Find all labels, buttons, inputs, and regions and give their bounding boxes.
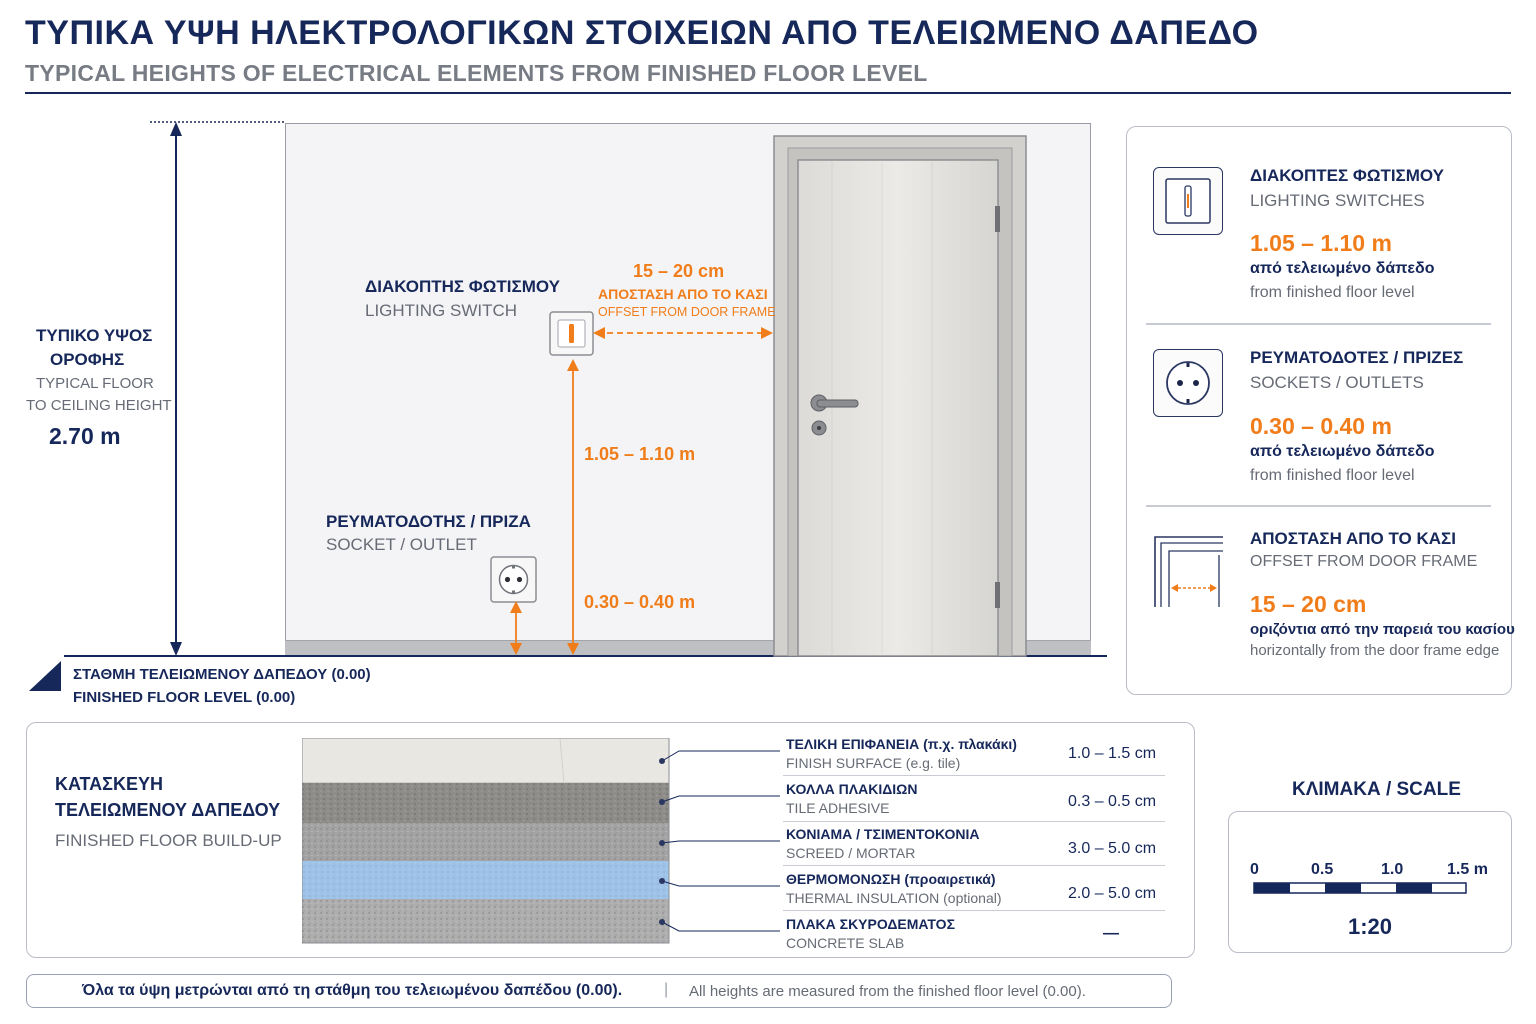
scale-tick-1: 0.5: [1311, 861, 1334, 878]
layer-1-name-gr: ΤΕΛΙΚΗ ΕΠΙΦΑΝΕΙΑ (π.χ. πλακάκι): [786, 736, 1017, 752]
layer-1-thickness: 1.0 – 1.5 cm: [1068, 745, 1157, 762]
ceiling-label-en-2: TO CEILING HEIGHT: [26, 397, 172, 414]
legend-3-title-gr: ΑΠΟΣΤΑΣΗ ΑΠΟ ΤΟ ΚΑΣΙ: [1250, 529, 1456, 548]
layer-4-name-gr: ΘΕΡΜΟΜΟΝΩΣΗ (προαιρετικά): [786, 871, 996, 887]
switch-label-en: LIGHTING SWITCH: [365, 301, 518, 320]
legend-divider: [1146, 323, 1491, 325]
layer-row-divider: [783, 910, 1165, 911]
layer-3-name-en: SCREED / MORTAR: [786, 845, 916, 861]
legend-2-desc-gr: από τελειωμένο δάπεδο: [1250, 443, 1435, 460]
layer-2-thickness: 0.3 – 0.5 cm: [1068, 793, 1157, 810]
floor-section-drawing: [302, 738, 670, 944]
switch-label-gr: ΔΙΑΚΟΠΤΗΣ ΦΩΤΙΣΜΟΥ: [365, 277, 560, 296]
ceiling-label-en-1: TYPICAL FLOOR: [36, 375, 154, 392]
ceiling-label-gr-1: ΤΥΠΙΚΟ ΥΨΟΣ: [36, 326, 153, 345]
layer-1-name-en: FINISH SURFACE (e.g. tile): [786, 755, 961, 771]
legend-1-desc-gr: από τελειωμένο δάπεδο: [1250, 260, 1435, 277]
ceiling-height-value: 2.70 m: [49, 423, 121, 449]
layer-4-thickness: 2.0 – 5.0 cm: [1068, 885, 1157, 902]
layer-row-divider: [783, 775, 1165, 776]
layer-3-name-gr: ΚΟΝΙΑΜΑ / ΤΣΙΜΕΝΤΟΚΟΝΙΑ: [786, 826, 980, 842]
legend-2-desc-en: from finished floor level: [1250, 467, 1415, 484]
socket-label-en: SOCKET / OUTLET: [326, 535, 477, 554]
legend-3-desc-gr: οριζόντια από την παρειά του κασίου: [1250, 621, 1515, 638]
ceiling-label-gr-2: ΟΡΟΦΗΣ: [50, 350, 125, 369]
socket-label-gr: ΡΕΥΜΑΤΟΔΟΤΗΣ / ΠΡΙΖΑ: [326, 512, 531, 531]
legend-1-title-gr: ΔΙΑΚΟΠΤΕΣ ΦΩΤΙΣΜΟΥ: [1250, 166, 1445, 185]
layer-2-name-gr: ΚΟΛΛΑ ΠΛΑΚΙΔΙΩΝ: [786, 781, 918, 797]
note-text-gr: Όλα τα ύψη μετρώνται από τη στάθμη του τελειωμένου δαπέδου (0.00).: [82, 982, 623, 999]
level-marker-icon: [27, 659, 67, 693]
legend-2-title-en: SOCKETS / OUTLETS: [1250, 373, 1424, 392]
door: [772, 134, 1028, 658]
legend-2-value: 0.30 – 0.40 m: [1250, 413, 1392, 439]
scale-tick-2: 1.0: [1381, 861, 1404, 878]
offset-label-en: OFFSET FROM DOOR FRAME: [598, 305, 776, 319]
legend-door-frame-offset-icon: [1151, 533, 1227, 609]
socket-height-value: 0.30 – 0.40 m: [584, 592, 696, 612]
legend-3-title-en: OFFSET FROM DOOR FRAME: [1250, 553, 1478, 570]
layer-5-name-gr: ΠΛΑΚΑ ΣΚΥΡΟΔΕΜΑΤΟΣ: [786, 916, 955, 932]
layer-3-thickness: 3.0 – 5.0 cm: [1068, 840, 1157, 857]
scale-title: ΚΛΙΜΑΚΑ / SCALE: [1292, 779, 1461, 800]
layer-4-name-en: THERMAL INSULATION (optional): [786, 890, 1002, 906]
scale-bar: [1253, 882, 1469, 896]
legend-1-value: 1.05 – 1.10 m: [1250, 230, 1392, 256]
page-title: ΤΥΠΙΚΑ ΥΨΗ ΗΛΕΚΤΡΟΛΟΓΙΚΩΝ ΣΤΟΙΧΕΙΩΝ ΑΠΟ ΤΕΛΕΙΩΜΕΝΟ ΔΑΠΕΔΟ: [25, 14, 1259, 52]
scale-tick-0: 0: [1250, 861, 1259, 878]
legend-1-desc-en: from finished floor level: [1250, 284, 1415, 301]
ceiling-height-dimension: [140, 118, 300, 663]
ffl-label-en: FINISHED FLOOR LEVEL (0.00): [73, 689, 296, 706]
buildup-title-en: FINISHED FLOOR BUILD-UP: [55, 831, 282, 850]
note-separator: |: [664, 981, 669, 998]
offset-dimension-value: 15 – 20 cm: [633, 261, 725, 281]
legend-2-title-gr: ΡΕΥΜΑΤΟΔΟΤΕΣ / ΠΡΙΖΕΣ: [1250, 348, 1464, 367]
ffl-label-gr: ΣΤΑΘΜΗ ΤΕΛΕΙΩΜΕΝΟΥ ΔΑΠΕΔΟΥ (0.00): [73, 666, 371, 683]
layer-5-name-en: CONCRETE SLAB: [786, 935, 905, 951]
scale-tick-3: 1.5 m: [1447, 861, 1488, 878]
switch-height-value: 1.05 – 1.10 m: [584, 444, 696, 464]
layer-5-thickness: —: [1103, 925, 1119, 942]
header-divider: [25, 92, 1511, 94]
legend-socket-icon: [1153, 349, 1223, 417]
scale-ratio: 1:20: [1348, 914, 1393, 939]
legend-3-value: 15 – 20 cm: [1250, 591, 1367, 617]
buildup-title-gr-1: ΚΑΤΑΣΚΕΥΗ: [55, 774, 163, 794]
layer-row-divider: [783, 821, 1165, 822]
legend-divider: [1146, 505, 1491, 507]
note-text-en: All heights are measured from the finished floor level (0.00).: [689, 983, 1086, 1000]
layer-finish-swatch: [302, 738, 669, 783]
legend-3-desc-en: horizontally from the door frame edge: [1250, 642, 1500, 659]
layer-leader-lines: [655, 740, 790, 940]
legend-1-title-en: LIGHTING SWITCHES: [1250, 191, 1425, 210]
legend-light-switch-icon: [1153, 167, 1223, 235]
buildup-title-gr-2: ΤΕΛΕΙΩΜΕΝΟΥ ΔΑΠΕΔΟΥ: [55, 800, 281, 820]
layer-row-divider: [783, 865, 1165, 866]
page-subtitle: TYPICAL HEIGHTS OF ELECTRICAL ELEMENTS FROM FINISHED FLOOR LEVEL: [25, 60, 928, 86]
layer-2-name-en: TILE ADHESIVE: [786, 800, 890, 816]
offset-label-gr: ΑΠΟΣΤΑΣΗ ΑΠΟ ΤΟ ΚΑΣΙ: [598, 286, 768, 302]
